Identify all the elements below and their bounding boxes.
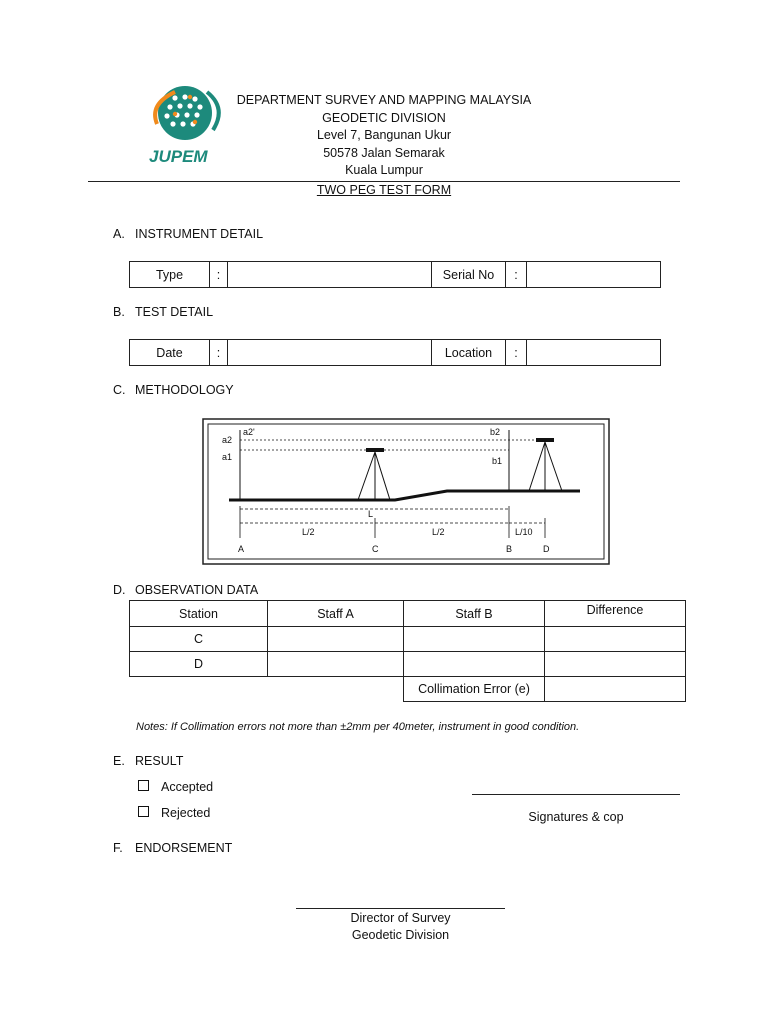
label-point-c: C [372, 544, 379, 554]
accepted-option[interactable] [138, 780, 213, 794]
section-b-heading [113, 305, 213, 319]
section-b-letter: B. [113, 305, 125, 319]
location-sep: : [506, 340, 527, 366]
endorsement-line [296, 908, 505, 909]
signature-line [472, 794, 680, 795]
label-half-right: L/2 [432, 527, 445, 537]
label-a2: a2 [222, 435, 233, 445]
section-c-title: METHODOLOGY [135, 383, 234, 397]
label-point-a: A [238, 544, 245, 554]
collimation-error-field[interactable] [545, 677, 686, 702]
label-b2: b2 [490, 427, 501, 437]
signature-label: Signatures & cop [528, 810, 624, 824]
header-line-4: 50578 Jalan Semarak [323, 145, 445, 160]
header-line-5: Kuala Lumpur [345, 163, 423, 177]
row-d-staff-b[interactable] [404, 652, 545, 677]
label-a1: a1 [222, 452, 233, 462]
row-c-difference[interactable] [545, 627, 686, 652]
form-title: TWO PEG TEST FORM [316, 183, 452, 197]
section-e-title: RESULT [135, 754, 184, 768]
section-d-letter: D. [113, 583, 126, 597]
section-c-letter: C. [113, 383, 126, 397]
section-d-heading [113, 583, 258, 597]
letterhead [200, 92, 568, 180]
serial-no-field[interactable] [527, 262, 661, 288]
label-b1: b1 [492, 456, 503, 466]
row-c-staff-b[interactable] [404, 627, 545, 652]
header-line-1: DEPARTMENT SURVEY AND MAPPING MALAYSIA [236, 93, 532, 107]
serial-no-sep: : [506, 262, 527, 288]
label-a2-prime: a2' [243, 427, 255, 437]
section-c-heading [113, 383, 234, 397]
row-c-station: C [130, 627, 268, 652]
section-e-letter: E. [113, 754, 125, 768]
type-sep: : [210, 262, 228, 288]
blank-cell [130, 677, 268, 702]
section-f-heading [113, 841, 232, 855]
header-line-3: Level 7, Bangunan Ukur [316, 128, 452, 142]
label-L: L [368, 509, 374, 519]
section-e-heading [113, 754, 183, 768]
rejected-checkbox[interactable] [138, 806, 149, 817]
observation-table [129, 600, 686, 702]
date-sep: : [210, 340, 228, 366]
blank-cell [268, 677, 404, 702]
section-a-heading [113, 227, 263, 241]
location-label: Location [432, 340, 506, 366]
notes-text: Notes: If Collimation errors not more than ±2mm per 40meter, instrument in good condition. [136, 721, 580, 733]
serial-no-label: Serial No [432, 262, 506, 288]
section-a-letter: A. [113, 227, 125, 241]
signatory-division: Geodetic Division [351, 928, 450, 942]
endorsement-signatory [296, 910, 505, 944]
signatory-title: Director of Survey [350, 911, 451, 925]
header-staff-b: Staff B [404, 601, 545, 627]
instrument-detail-table [129, 261, 661, 288]
row-d-station: D [130, 652, 268, 677]
section-a-title: INSTRUMENT DETAIL [135, 227, 264, 241]
section-b-title: TEST DETAIL [135, 305, 214, 319]
row-d-staff-a[interactable] [268, 652, 404, 677]
row-d-difference[interactable] [545, 652, 686, 677]
accepted-checkbox[interactable] [138, 780, 149, 791]
accepted-label: Accepted [161, 780, 214, 794]
label-half-left: L/2 [302, 527, 315, 537]
label-tenth: L/10 [515, 527, 533, 537]
section-f-title: ENDORSEMENT [135, 841, 233, 855]
header-station: Station [130, 601, 268, 627]
header-line-2: GEODETIC DIVISION [322, 110, 446, 125]
type-field[interactable] [228, 262, 432, 288]
section-d-title: OBSERVATION DATA [135, 583, 259, 597]
header-difference: Difference [545, 601, 686, 627]
rejected-option[interactable] [138, 806, 210, 820]
table-row [130, 652, 686, 677]
section-f-letter: F. [113, 841, 123, 855]
methodology-diagram [202, 418, 610, 565]
header-staff-a: Staff A [268, 601, 404, 627]
label-point-b: B [506, 544, 513, 554]
location-field[interactable] [527, 340, 661, 366]
row-c-staff-a[interactable] [268, 627, 404, 652]
table-row [130, 627, 686, 652]
date-label: Date [130, 340, 210, 366]
collimation-error-label: Collimation Error (e) [404, 677, 545, 702]
logo-wordmark: JUPEM [149, 147, 208, 166]
label-point-d: D [543, 544, 550, 554]
type-label: Type [130, 262, 210, 288]
date-field[interactable] [228, 340, 432, 366]
test-detail-table [129, 339, 661, 366]
rejected-label: Rejected [161, 806, 211, 820]
header-rule [88, 181, 680, 182]
